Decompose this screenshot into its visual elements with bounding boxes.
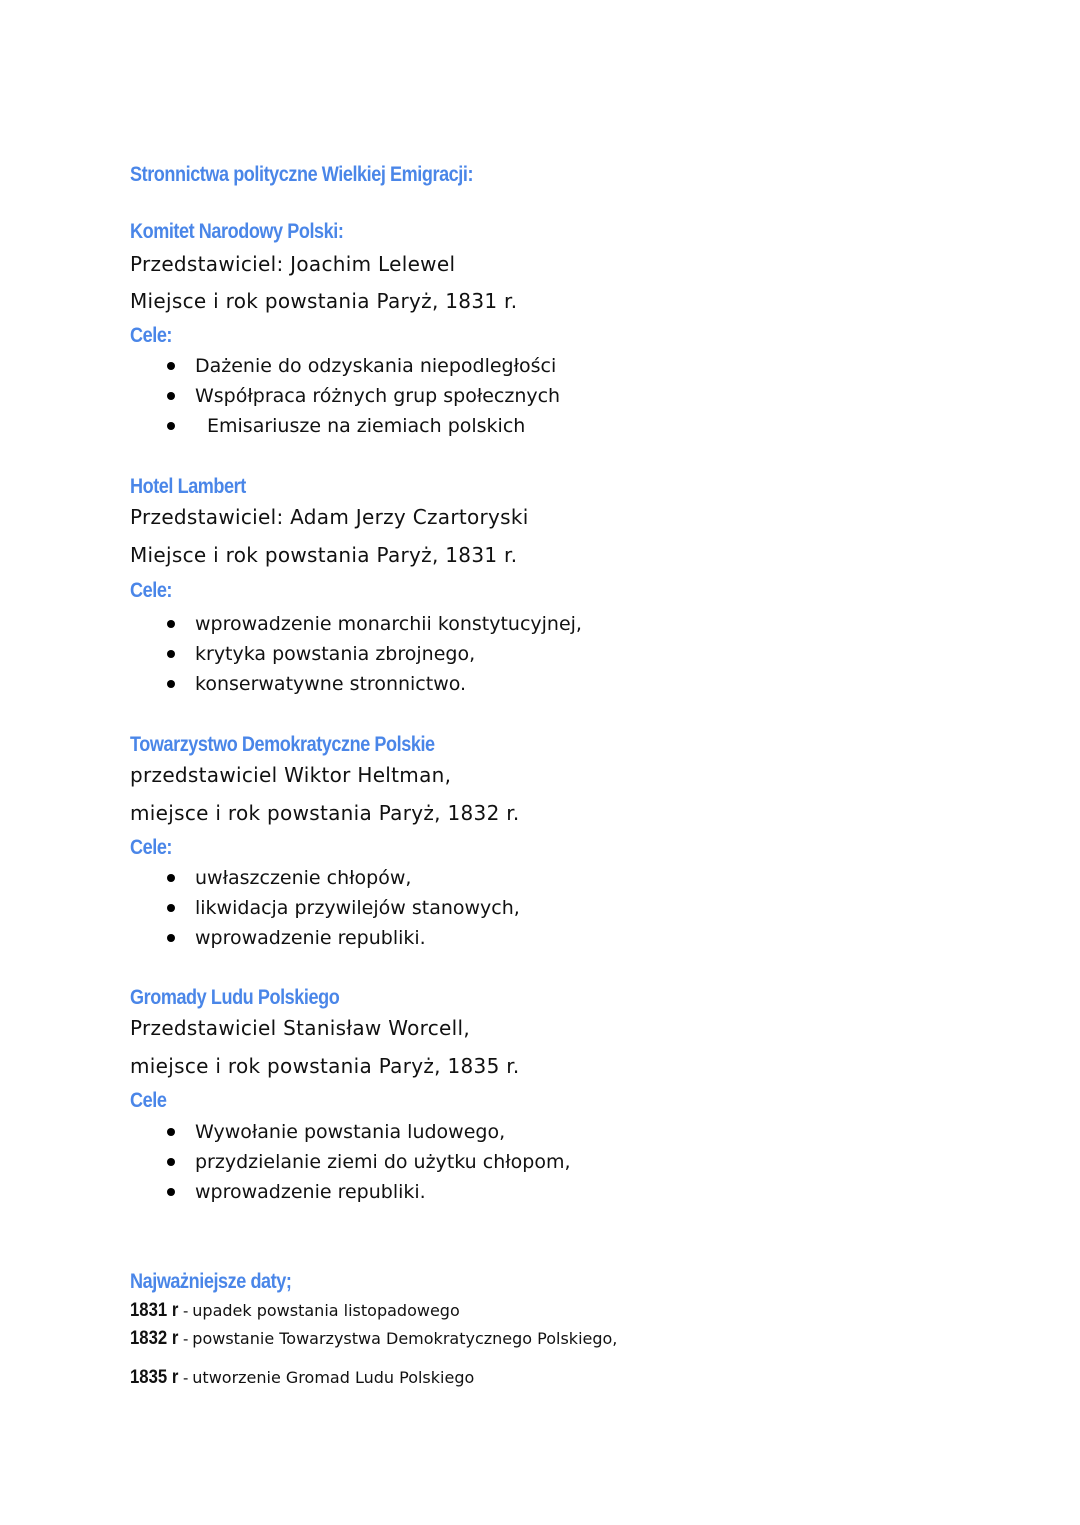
bullet-icon (167, 680, 175, 688)
bullet-icon (167, 904, 175, 912)
party-representative: przedstawiciel Wiktor Heltman, (130, 763, 452, 787)
party-heading-glp: Gromady Ludu Polskiego (130, 986, 340, 1009)
goals-label: Cele (130, 1089, 167, 1112)
list-item: wprowadzenie republiki. (163, 923, 520, 953)
goals-list (163, 1117, 571, 1207)
bullet-icon (167, 422, 175, 430)
list-item: konserwatywne stronnictwo. (163, 669, 582, 699)
list-item: wprowadzenie republiki. (163, 1177, 571, 1207)
list-item: Współpraca różnych grup społecznych (163, 381, 560, 411)
party-representative: Przedstawiciel: Joachim Lelewel (130, 252, 456, 276)
party-origin: miejsce i rok powstania Paryż, 1832 r. (130, 801, 520, 825)
date-row (130, 1329, 617, 1348)
date-row (130, 1301, 460, 1320)
date-description: powstanie Towarzystwa Demokratycznego Polskiego, (192, 1329, 618, 1348)
party-heading-hotel-lambert: Hotel Lambert (130, 475, 246, 498)
date-dash: - (182, 1331, 189, 1348)
page-title: Stronnictwa polityczne Wielkiej Emigracji: (130, 163, 474, 186)
party-representative: Przedstawiciel Stanisław Worcell, (130, 1016, 471, 1040)
bullet-icon (167, 1128, 175, 1136)
list-item: uwłaszczenie chłopów, (163, 863, 520, 893)
goals-label: Cele: (130, 836, 173, 859)
list-item: krytyka powstania zbrojnego, (163, 639, 582, 669)
date-dash: - (182, 1303, 189, 1320)
bullet-icon (167, 392, 175, 400)
list-item: likwidacja przywilejów stanowych, (163, 893, 520, 923)
bullet-icon (167, 620, 175, 628)
party-origin: Miejsce i rok powstania Paryż, 1831 r. (130, 543, 518, 567)
list-item: Emisariusze na ziemiach polskich (163, 411, 560, 441)
bullet-icon (167, 934, 175, 942)
bullet-icon (167, 650, 175, 658)
date-description: utworzenie Gromad Ludu Polskiego (192, 1368, 475, 1387)
goals-label: Cele: (130, 324, 173, 347)
date-year: 1831 r (130, 1300, 179, 1321)
goals-label: Cele: (130, 579, 173, 602)
bullet-icon (167, 1188, 175, 1196)
dates-heading: Najważniejsze daty; (130, 1270, 292, 1293)
date-dash: - (182, 1370, 189, 1387)
goals-list (163, 863, 520, 953)
date-row (130, 1368, 474, 1387)
goals-list (163, 609, 582, 699)
list-item: Dażenie do odzyskania niepodległości (163, 351, 560, 381)
bullet-icon (167, 1158, 175, 1166)
bullet-icon (167, 362, 175, 370)
list-item: Wywołanie powstania ludowego, (163, 1117, 571, 1147)
party-origin: Miejsce i rok powstania Paryż, 1831 r. (130, 289, 518, 313)
goals-list (163, 351, 560, 441)
list-item: przydzielanie ziemi do użytku chłopom, (163, 1147, 571, 1177)
party-heading-knp: Komitet Narodowy Polski: (130, 220, 344, 243)
bullet-icon (167, 874, 175, 882)
date-description: upadek powstania listopadowego (192, 1301, 460, 1320)
date-year: 1835 r (130, 1367, 179, 1388)
party-heading-tdp: Towarzystwo Demokratyczne Polskie (130, 733, 435, 756)
party-origin: miejsce i rok powstania Paryż, 1835 r. (130, 1054, 520, 1078)
date-year: 1832 r (130, 1328, 179, 1349)
party-representative: Przedstawiciel: Adam Jerzy Czartoryski (130, 505, 529, 529)
list-item: wprowadzenie monarchii konstytucyjnej, (163, 609, 582, 639)
